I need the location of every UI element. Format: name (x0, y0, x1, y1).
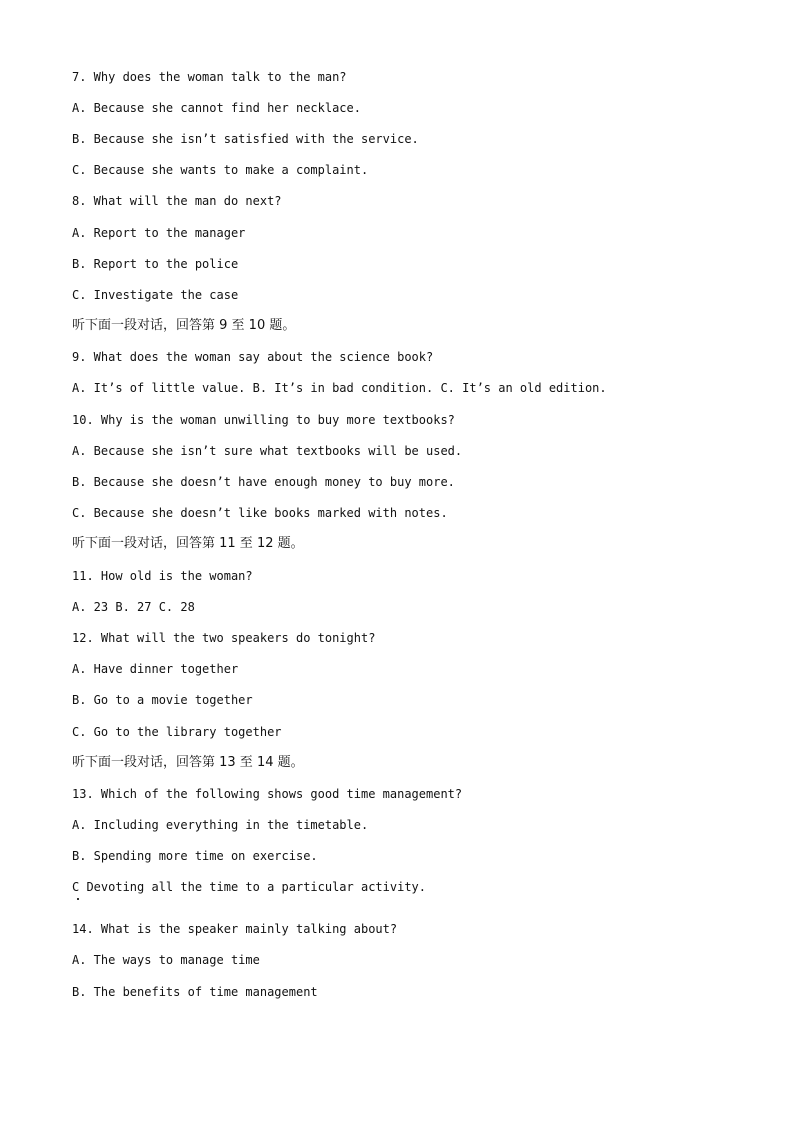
q10-option-a: A. Because she isn’t sure what textbooks will be used. (72, 444, 463, 458)
question-8: 8. What will the man do next? (72, 194, 282, 208)
q14-option-a: A. The ways to manage time (72, 953, 260, 967)
q7-option-b: B. Because she isn’t satisfied with the service. (72, 132, 419, 146)
q10-option-c: C. Because she doesn’t like books marked with notes. (72, 506, 448, 520)
q11-options: A. 23 B. 27 C. 28 (72, 600, 195, 614)
q13-option-b: B. Spending more time on exercise. (72, 849, 318, 863)
q13-option-a: A. Including everything in the timetable. (72, 818, 369, 832)
question-10: 10. Why is the woman unwilling to buy more textbooks? (72, 413, 455, 427)
question-7: 7. Why does the woman talk to the man? (72, 70, 347, 84)
q7-option-a: A. Because she cannot find her necklace. (72, 101, 361, 115)
question-12: 12. What will the two speakers do tonight? (72, 631, 376, 645)
q12-option-c: C. Go to the library together (72, 725, 282, 739)
question-11: 11. How old is the woman? (72, 569, 253, 583)
q8-option-b: B. Report to the police (72, 257, 239, 271)
stray-dot-mark (77, 898, 79, 900)
section-instruction-13-14: 听下面一段对话，回答第 13 至 14 题。 (72, 755, 304, 770)
q12-option-a: A. Have dinner together (72, 662, 239, 676)
q9-options: A. It’s of little value. B. It’s in bad condition. C. It’s an old edition. (72, 381, 607, 395)
question-13: 13. Which of the following shows good time management? (72, 787, 463, 801)
q7-option-c: C. Because she wants to make a complaint. (72, 163, 369, 177)
q8-option-a: A. Report to the manager (72, 226, 246, 240)
q12-option-b: B. Go to a movie together (72, 693, 253, 707)
q10-option-b: B. Because she doesn’t have enough money to buy more. (72, 475, 455, 489)
q8-option-c: C. Investigate the case (72, 288, 239, 302)
q13-option-c: C Devoting all the time to a particular activity. (72, 880, 427, 894)
section-instruction-11-12: 听下面一段对话，回答第 11 至 12 题。 (72, 536, 304, 551)
q14-option-b: B. The benefits of time management (72, 985, 318, 999)
section-instruction-9-10: 听下面一段对话，回答第 9 至 10 题。 (72, 318, 296, 333)
question-14: 14. What is the speaker mainly talking about? (72, 922, 398, 936)
question-9: 9. What does the woman say about the science book? (72, 350, 434, 364)
